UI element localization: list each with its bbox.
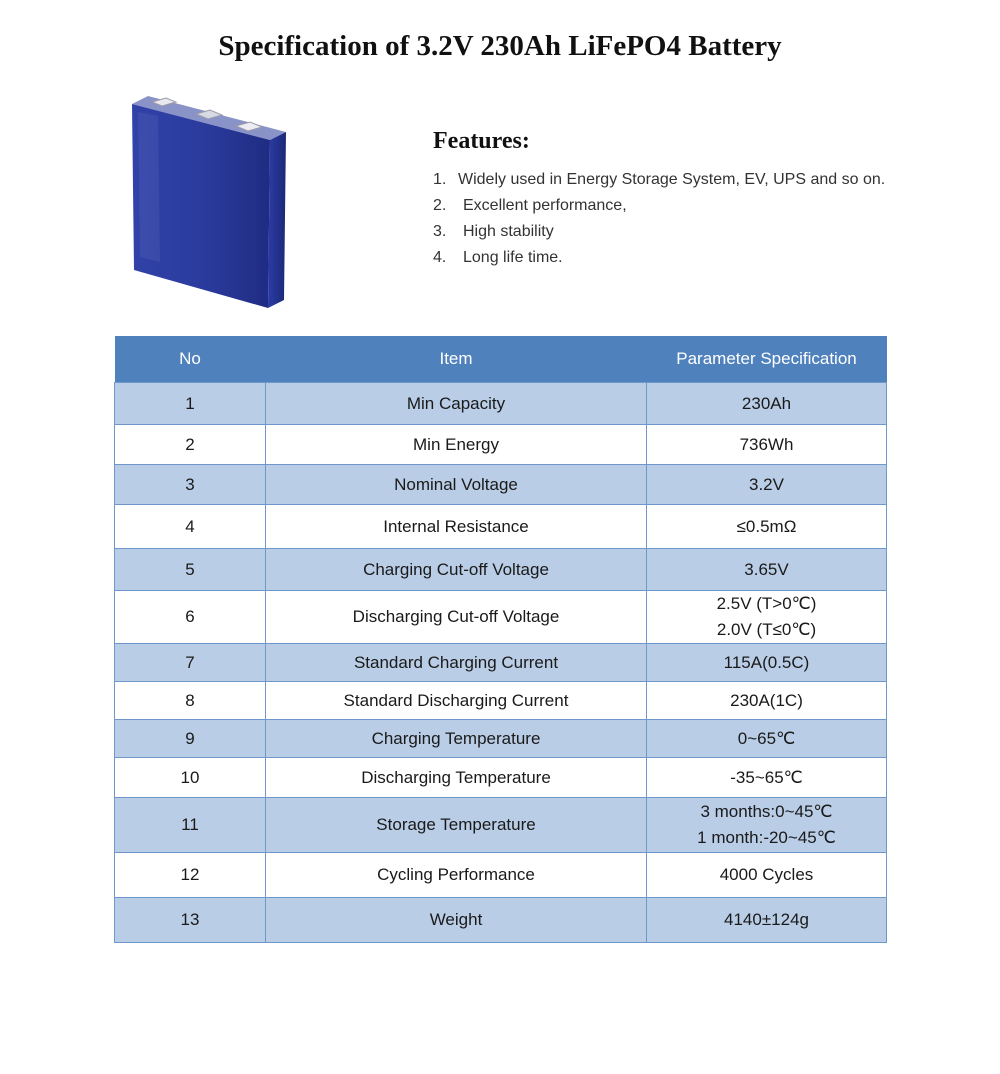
- feature-number: 2.: [433, 197, 447, 214]
- table-row: [115, 798, 887, 853]
- cell-no: 3: [115, 465, 266, 505]
- specification-table: [114, 336, 887, 943]
- cell-item: Nominal Voltage: [266, 465, 647, 505]
- cell-no: 7: [115, 644, 266, 682]
- feature-text: High stability: [463, 223, 554, 240]
- cell-param: [647, 425, 887, 465]
- table-row: [115, 591, 887, 644]
- cell-no: 9: [115, 720, 266, 758]
- cell-param: [647, 465, 887, 505]
- param-line: 3 months:0~45℃: [700, 802, 833, 821]
- cell-param: [647, 383, 887, 425]
- feature-number: 3.: [433, 223, 447, 240]
- cell-no: 13: [115, 898, 266, 943]
- cell-item: Charging Temperature: [266, 720, 647, 758]
- table-row: [115, 383, 887, 425]
- header-parameter: Parameter Specification: [647, 336, 887, 383]
- cell-item: Min Capacity: [266, 383, 647, 425]
- param-line: 2.5V (T>0℃): [716, 594, 817, 613]
- feature-item: [433, 245, 885, 271]
- table-row: [115, 465, 887, 505]
- cell-param: [647, 758, 887, 798]
- cell-item: Standard Discharging Current: [266, 682, 647, 720]
- table-row: [115, 898, 887, 943]
- param-line: 4000 Cycles: [719, 865, 814, 884]
- cell-param: [647, 591, 887, 644]
- table-row: [115, 853, 887, 898]
- param-line: 3.2V: [749, 474, 784, 494]
- page-title: Specification of 3.2V 230Ah LiFePO4 Battery: [218, 30, 782, 62]
- param-line: 4140±124g: [724, 910, 809, 929]
- feature-text: Widely used in Energy Storage System, EV, UPS and so on.: [458, 171, 886, 188]
- cell-no: 12: [115, 853, 266, 898]
- param-line: 3.65V: [744, 559, 789, 579]
- table-row: [115, 720, 887, 758]
- features-heading: Features:: [433, 128, 530, 154]
- cell-param: [647, 898, 887, 943]
- table-row: [115, 758, 887, 798]
- param-line: 2.0V (T≤0℃): [716, 620, 817, 639]
- table-row: [115, 682, 887, 720]
- table-header-row: [115, 336, 887, 383]
- header-item: Item: [266, 336, 647, 383]
- cell-item: Weight: [266, 898, 647, 943]
- param-line: 1 month:-20~45℃: [697, 828, 836, 847]
- cell-item: Discharging Temperature: [266, 758, 647, 798]
- cell-item: Standard Charging Current: [266, 644, 647, 682]
- features-section: [433, 128, 885, 271]
- param-line: 230A(1C): [730, 690, 803, 710]
- cell-no: 4: [115, 505, 266, 549]
- cell-no: 5: [115, 549, 266, 591]
- feature-item: [433, 219, 885, 245]
- cell-no: 11: [115, 798, 266, 853]
- feature-text: Long life time.: [463, 249, 563, 266]
- feature-text: Excellent performance,: [463, 197, 627, 214]
- cell-param: [647, 720, 887, 758]
- feature-item: [433, 193, 885, 219]
- cell-no: 1: [115, 383, 266, 425]
- feature-number: 4.: [433, 249, 447, 266]
- table-row: [115, 425, 887, 465]
- param-line: ≤0.5mΩ: [736, 516, 797, 536]
- param-line: 736Wh: [739, 434, 794, 454]
- table-row: [115, 549, 887, 591]
- cell-param: [647, 644, 887, 682]
- cell-no: 2: [115, 425, 266, 465]
- param-line: 115A(0.5C): [723, 652, 810, 672]
- cell-item: Charging Cut-off Voltage: [266, 549, 647, 591]
- cell-param: [647, 682, 887, 720]
- feature-number: 1.: [433, 171, 447, 188]
- table-row: [115, 505, 887, 549]
- cell-no: 6: [115, 591, 266, 644]
- battery-cell-image: [118, 92, 298, 314]
- param-line: -35~65℃: [730, 767, 803, 787]
- cell-item: Storage Temperature: [266, 798, 647, 853]
- header-no: No: [115, 336, 266, 383]
- cell-param: [647, 549, 887, 591]
- table-row: [115, 644, 887, 682]
- param-line: 0~65℃: [737, 728, 796, 748]
- cell-param: [647, 853, 887, 898]
- cell-item: Min Energy: [266, 425, 647, 465]
- cell-item: Cycling Performance: [266, 853, 647, 898]
- param-line: 230Ah: [741, 393, 792, 413]
- cell-no: 10: [115, 758, 266, 798]
- cell-param: [647, 798, 887, 853]
- feature-item: [433, 167, 885, 193]
- cell-item: Internal Resistance: [266, 505, 647, 549]
- cell-item: Discharging Cut-off Voltage: [266, 591, 647, 644]
- cell-param: [647, 505, 887, 549]
- features-list: [433, 167, 885, 271]
- cell-no: 8: [115, 682, 266, 720]
